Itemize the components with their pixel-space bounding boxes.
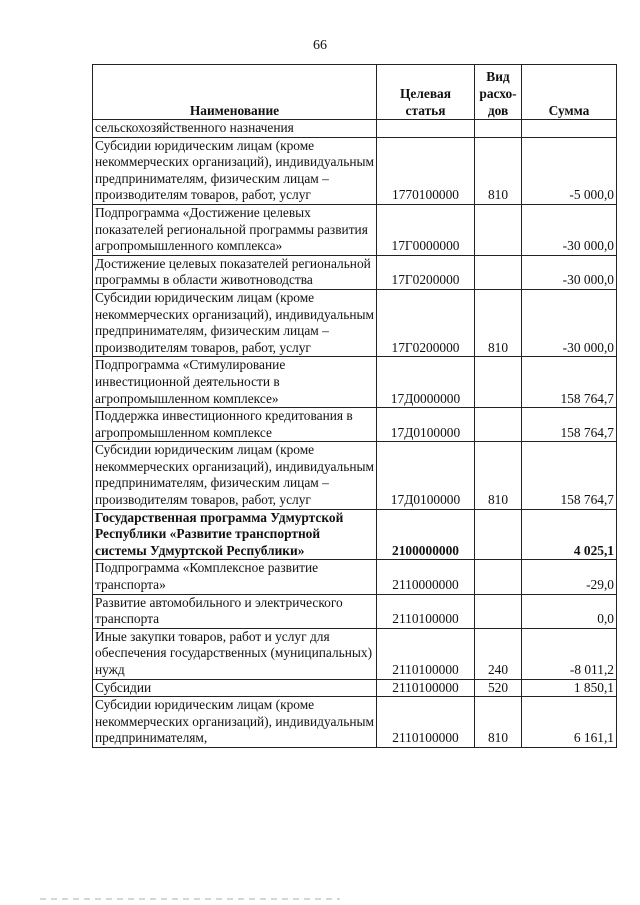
row-name: Подпрограмма «Достижение целевых показателей региональной программы развития агропромышленного комплекса» [93, 204, 377, 255]
row-code: 2110100000 [377, 594, 475, 628]
row-sum: 6 161,1 [522, 697, 617, 748]
table-row [93, 408, 617, 442]
table-row [93, 679, 617, 697]
row-code: 17Д0100000 [377, 408, 475, 442]
row-name: Развитие автомобильного и электрического транспорта [93, 594, 377, 628]
row-type [475, 594, 522, 628]
table-header-row [93, 65, 617, 120]
table-row-program [93, 509, 617, 560]
row-code: 2110100000 [377, 628, 475, 679]
table-row [93, 255, 617, 289]
row-type [475, 509, 522, 560]
scan-artifact [40, 898, 340, 900]
row-name: Субсидии юридическим лицам (кроме некоммерческих организаций), индивидуальным предпринимателям, [93, 697, 377, 748]
row-sum: 4 025,1 [522, 509, 617, 560]
row-type: 810 [475, 289, 522, 356]
row-code: 17Г0200000 [377, 289, 475, 356]
row-code [377, 120, 475, 138]
row-sum: -29,0 [522, 560, 617, 594]
row-sum: 0,0 [522, 594, 617, 628]
row-name: Иные закупки товаров, работ и услуг для обеспечения государственных (муниципальных) нужд [93, 628, 377, 679]
row-type: 810 [475, 697, 522, 748]
row-type: 810 [475, 442, 522, 509]
row-code: 2110000000 [377, 560, 475, 594]
budget-table [92, 64, 617, 748]
column-header-type [475, 65, 522, 120]
table-row [93, 120, 617, 138]
row-type: 520 [475, 679, 522, 697]
table-row [93, 594, 617, 628]
row-code: 2110100000 [377, 697, 475, 748]
row-type [475, 560, 522, 594]
row-name: Субсидии юридическим лицам (кроме некоммерческих организаций), индивидуальным предпринимателям, физическим лицам – производителям товаров, работ, услуг [93, 442, 377, 509]
row-type: 240 [475, 628, 522, 679]
column-header-code-line1: Целевая [400, 86, 451, 101]
page-number: 66 [313, 38, 327, 53]
row-sum: -5 000,0 [522, 137, 617, 204]
table-row [93, 137, 617, 204]
row-type [475, 255, 522, 289]
table-row [93, 357, 617, 408]
row-name: Подпрограмма «Стимулирование инвестиционной деятельности в агропромышленном комплексе» [93, 357, 377, 408]
row-name: Государственная программа Удмуртской Республики «Развитие транспортной системы Удмуртской Республики» [93, 509, 377, 560]
row-sum: -30 000,0 [522, 204, 617, 255]
row-type [475, 120, 522, 138]
row-sum: 158 764,7 [522, 357, 617, 408]
table-row [93, 560, 617, 594]
row-code: 17Г0200000 [377, 255, 475, 289]
row-sum: 158 764,7 [522, 442, 617, 509]
row-code: 17Г0000000 [377, 204, 475, 255]
row-name: Подпрограмма «Комплексное развитие транспорта» [93, 560, 377, 594]
row-code: 1770100000 [377, 137, 475, 204]
row-type [475, 204, 522, 255]
column-header-name: Наименование [93, 65, 377, 120]
column-header-sum: Сумма [522, 65, 617, 120]
column-header-code [377, 65, 475, 120]
row-type [475, 408, 522, 442]
row-code: 2100000000 [377, 509, 475, 560]
row-sum: -30 000,0 [522, 289, 617, 356]
table-row [93, 697, 617, 748]
column-header-code-line2: статья [405, 103, 446, 118]
row-name: сельскохозяйственного назначения [93, 120, 377, 138]
column-header-type-line2: расхо- [479, 86, 517, 101]
row-name: Субсидии [93, 679, 377, 697]
row-sum [522, 120, 617, 138]
table-row [93, 442, 617, 509]
row-name: Поддержка инвестиционного кредитования в агропромышленном комплексе [93, 408, 377, 442]
row-code: 17Д0000000 [377, 357, 475, 408]
table-row [93, 289, 617, 356]
row-name: Субсидии юридическим лицам (кроме некоммерческих организаций), индивидуальным предпринимателям, физическим лицам – производителям товаров, работ, услуг [93, 289, 377, 356]
row-name: Субсидии юридическим лицам (кроме некоммерческих организаций), индивидуальным предпринимателям, физическим лицам – производителям товаров, работ, услуг [93, 137, 377, 204]
row-sum: 1 850,1 [522, 679, 617, 697]
row-code: 17Д0100000 [377, 442, 475, 509]
column-header-type-line1: Вид [486, 69, 510, 84]
column-header-type-line3: дов [487, 103, 509, 118]
row-sum: 158 764,7 [522, 408, 617, 442]
row-code: 2110100000 [377, 679, 475, 697]
row-name: Достижение целевых показателей региональной программы в области животноводства [93, 255, 377, 289]
row-sum: -30 000,0 [522, 255, 617, 289]
row-type: 810 [475, 137, 522, 204]
table-row [93, 204, 617, 255]
row-type [475, 357, 522, 408]
table-row [93, 628, 617, 679]
row-sum: -8 011,2 [522, 628, 617, 679]
